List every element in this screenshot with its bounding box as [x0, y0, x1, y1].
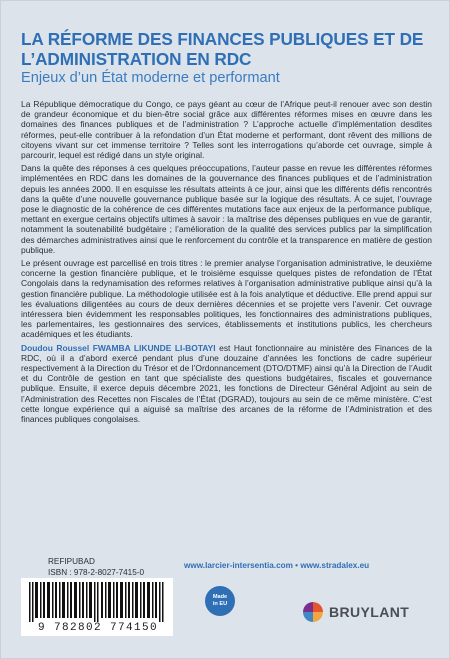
made-in-eu-badge: [205, 586, 235, 616]
barcode-digits: 9 782802 774150: [37, 622, 159, 634]
blurb-paragraph-2: Dans la quête des réponses à ces quelques préoccupations, l’auteur passe en revue les différentes réformes implémentées en RDC dans les domaines de la gouvernance des finances publiques et de l’administration depuis les années 2000. Il en esquisse les résultats atteints à ce jour, ainsi que les différents défis rencontrés dans la quête d’une nouvelle gouvernance publique basée sur la logique des résultats. À ce sujet, l’ouvrage pose le diagnostic de la cohérence de ces différentes mutations face aux enjeux de la performance publique, mettant en exergue certains objectifs ultimes à savoir : la maîtrise des dépenses publiques en vue de garantir, notamment la soutenabilité budgétaire ; l’amélioration de la qualité des services publics par la simplification des démarches administratives ainsi que le renforcement du contrôle et la transparence en matière de gestion publique.: [21, 163, 432, 255]
blurb: [21, 99, 432, 427]
publisher-websites: www.larcier-intersentia.com • www.stradalex.eu: [184, 561, 370, 570]
blurb-paragraph-3: Le présent ouvrage est parcellisé en trois titres : le premier analyse l’organisation administrative, le deuxième concerne la gestion financière publique, et le troisième esquisse quelques pistes de refondation de l’État Congolais dans la redynamisation des reformes relatives à l’organisation administrative publique ainsi qu’à la gestion financière publique. La méthodologie utilisée est à la fois analytique et déductive. Elle prend appui sur les évaluations diligentées au cours de deux dernières décennies et se projette vers l’avenir. Cet ouvrage intéressera bien évidemment les responsables politiques, les fonctionnaires des administrations publiques, les parlementaires, les gestionnaires des services, établissements et institutions publics, les chercheurs académiques et les étudiants.: [21, 258, 432, 340]
bruylant-logo-icon: [302, 601, 324, 623]
badge-line-1: Made: [212, 594, 228, 600]
barcode: [21, 578, 173, 636]
series-code: REFIPUBAD: [48, 557, 95, 566]
isbn: ISBN : 978-2-8027-7415-0: [48, 568, 145, 577]
barcode-bars: [29, 582, 165, 622]
author-bio: [21, 343, 432, 425]
author-bio-text: est Haut fonctionnaire au ministère des Finances de la RDC, où il a d’abord exercé pendant plus d’une douzaine d’années les fonctions de cadre supérieur respectivement à la Direction du Trésor et de l’Ordonnancement (DTO/DTMF) ainsi qu’à la Direction de l’Audit et du Contrôle de gestion en tant que spécialiste des questions budgétaires, fiscales et gouvernance publique. Ensuite, il exerce depuis décembre 2021, les fonctions de Directeur Général Adjoint au sein de l’Administration des Recettes non Fiscales de l’État (DGRAD), toujours au sein de ce même ministère. C’est cette longue expérience qui a aiguisé sa maîtrise des arcanes de la réforme de l’Administration et des finances publiques congolaises.: [21, 342, 432, 425]
publisher-name: BRUYLANT: [329, 604, 410, 620]
book-title: LA RÉFORME DES FINANCES PUBLIQUES ET DE L’ADMINISTRATION EN RDC: [21, 29, 424, 69]
badge-line-2: in EU: [212, 601, 228, 607]
publisher-logo: [302, 601, 409, 623]
publication-codes: [48, 556, 144, 578]
book-subtitle: Enjeux d’un État moderne et performant: [21, 70, 280, 86]
blurb-paragraph-1: La République démocratique du Congo, ce pays géant au cœur de l’Afrique peut-il renouer avec son destin de grandeur économique et du bien-être social grâce aux différentes réformes mises en œuvre dans les domaines des finances publiques et de l’administration ? L’approche actuelle d’implémentation desdites réformes, peut-elle contribuer à la refondation d’un État moderne et performant, dont rêvent des millions de citoyens vivant sur cet immense territoire ? Telles sont les interrogations qu’aborde cet ouvrage, simple à parcourir, lequel est rédigé dans un style original.: [21, 99, 432, 161]
author-name: Doudou Roussel FWAMBA LIKUNDE LI-BOTAYI: [21, 342, 216, 353]
